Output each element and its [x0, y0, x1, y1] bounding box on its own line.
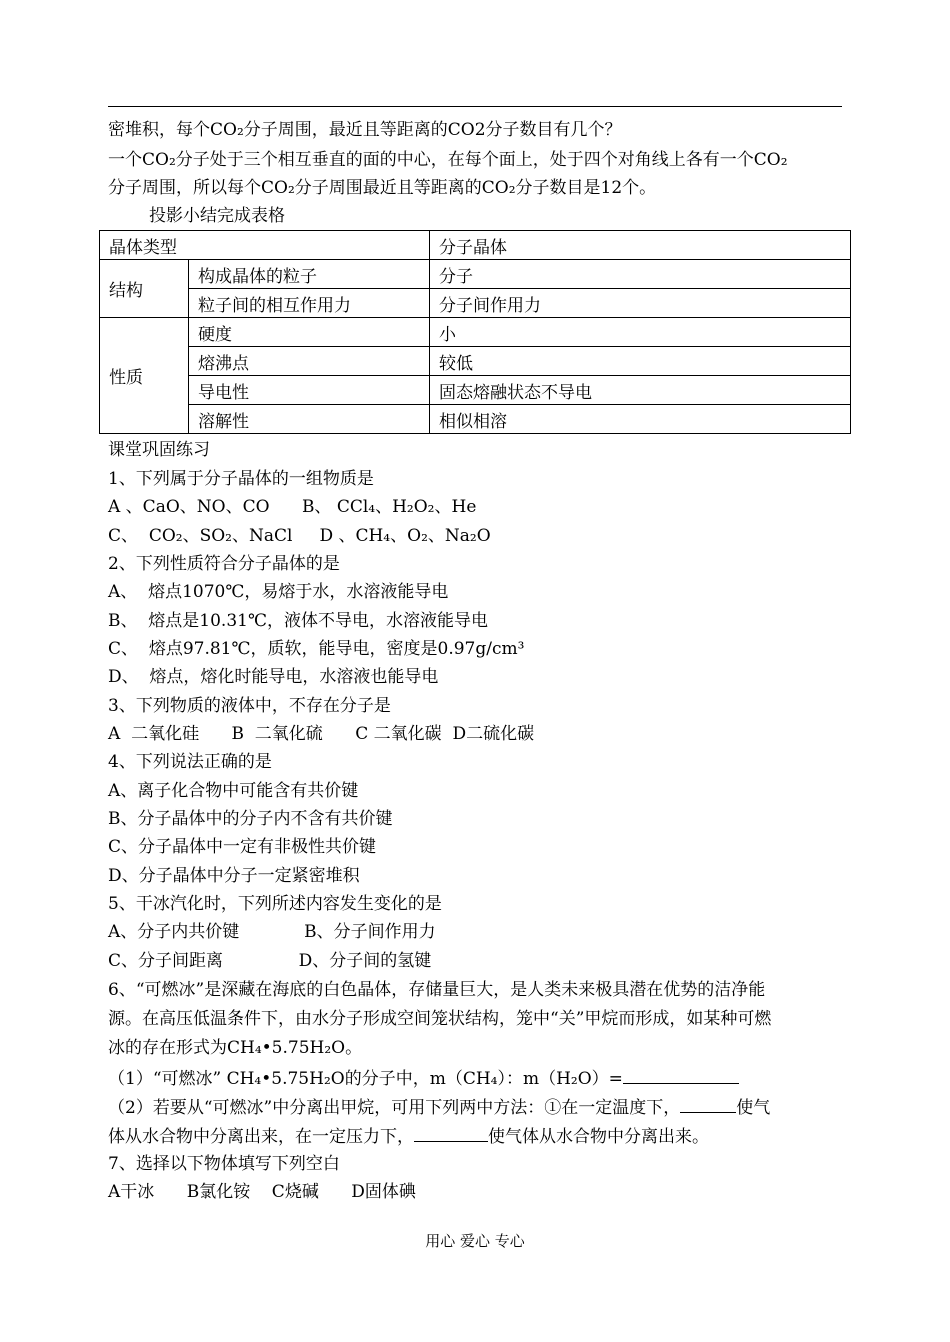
question-6-part-1-text: （1）“可燃冰” CH₄•5.75H₂O的分子中，m（CH₄）：m（H₂O）= [108, 1069, 623, 1089]
question-2-option-d: D、 熔点，熔化时能导电，水溶液也能导电 [108, 667, 439, 687]
question-6-part-3-tail: 使气体从水合物中分离出来。 [488, 1127, 709, 1147]
question-5: 5、干冰汽化时，下列所述内容发生变化的是 [108, 894, 442, 914]
answer-blank-pressure[interactable] [414, 1125, 488, 1142]
row-value: 分子 [430, 260, 851, 289]
row-label: 硬度 [189, 318, 430, 347]
header-rule [108, 106, 842, 107]
page-footer: 用心 爱心 专心 [425, 1232, 525, 1250]
question-6-part-3-text: 体从水合物中分离出来，在一定压力下， [108, 1127, 414, 1147]
question-6-part-2-text: （2）若要从“可燃冰”中分离出甲烷，可用下列两中方法：①在一定温度下， [108, 1098, 681, 1118]
table-header-row [100, 231, 851, 260]
header-molecular-crystal: 分子晶体 [430, 231, 851, 260]
question-4: 4、下列说法正确的是 [108, 752, 272, 772]
intro-answer-line-1: 一个CO₂分子处于三个相互垂直的面的中心，在每个面上，处于四个对角线上各有一个CO₂ [108, 150, 788, 170]
table-row [100, 376, 851, 405]
intro-question: 密堆积，每个CO₂分子周围，最近且等距离的CO2分子数目有几个？ [108, 120, 622, 140]
question-2: 2、下列性质符合分子晶体的是 [108, 554, 340, 574]
question-4-option-c: C、分子晶体中一定有非极性共价键 [108, 837, 377, 857]
row-value: 分子间作用力 [430, 289, 851, 318]
row-value: 较低 [430, 347, 851, 376]
question-5-options-ab: A、分子内共价键 B、分子间作用力 [108, 922, 436, 942]
question-6-part-3 [108, 1125, 709, 1147]
question-6-line-1: 6、“可燃冰”是深藏在海底的白色晶体，存储量巨大，是人类未来极具潜在优势的洁净能 [108, 980, 766, 1000]
row-label: 熔沸点 [189, 347, 430, 376]
question-6-part-2-tail: 使气 [736, 1098, 771, 1118]
summary-caption: 投影小结完成表格 [149, 206, 285, 226]
row-value: 相似相溶 [430, 405, 851, 434]
question-1: 1、下列属于分子晶体的一组物质是 [108, 469, 374, 489]
question-7-options: A干冰 B氯化铵 C烧碱 D固体碘 [108, 1182, 416, 1202]
table-row [100, 260, 851, 289]
question-3: 3、下列物质的液体中，不存在分子是 [108, 696, 391, 716]
question-4-option-b: B、分子晶体中的分子内不含有共价键 [108, 809, 393, 829]
question-4-option-a: A、离子化合物中可能含有共价键 [108, 781, 359, 801]
question-7: 7、选择以下物体填写下列空白 [108, 1154, 340, 1174]
intro-answer-line-2: 分子周围，所以每个CO₂分子周围最近且等距离的CO₂分子数目是12个。 [108, 178, 657, 198]
group-structure: 结构 [100, 260, 189, 318]
question-1-options-cd: C、 CO₂、SO₂、NaCl D 、CH₄、O₂、Na₂O [108, 526, 491, 546]
question-2-option-b: B、 熔点是10.31℃，液体不导电，水溶液能导电 [108, 611, 488, 631]
group-property: 性质 [100, 318, 189, 434]
question-6-line-3: 冰的存在形式为CH₄•5.75H₂O。 [108, 1038, 363, 1058]
row-value: 小 [430, 318, 851, 347]
question-3-options: A 二氧化硅 B 二氧化硫 C 二氧化碳 D二硫化碳 [108, 724, 535, 744]
table-row [100, 318, 851, 347]
table-row [100, 347, 851, 376]
header-crystal-type: 晶体类型 [100, 231, 430, 260]
question-6-part-2 [108, 1096, 770, 1118]
question-6-part-1 [108, 1067, 739, 1089]
row-label: 构成晶体的粒子 [189, 260, 430, 289]
row-value: 固态熔融状态不导电 [430, 376, 851, 405]
table-row [100, 405, 851, 434]
table-row [100, 289, 851, 318]
exercise-heading: 课堂巩固练习 [108, 440, 210, 460]
crystal-summary-table [99, 230, 851, 434]
question-2-option-a: A、 熔点1070℃，易熔于水，水溶液能导电 [108, 582, 449, 602]
question-6-line-2: 源。在高压低温条件下，由水分子形成空间笼状结构，笼中“关”甲烷而形成，如某种可燃 [108, 1009, 772, 1029]
row-label: 粒子间的相互作用力 [189, 289, 430, 318]
row-label: 溶解性 [189, 405, 430, 434]
row-label: 导电性 [189, 376, 430, 405]
question-5-options-cd: C、分子间距离 D、分子间的氢键 [108, 951, 432, 971]
question-1-options-ab: A 、CaO、NO、CO B、 CCl₄、H₂O₂、He [108, 497, 477, 517]
question-4-option-d: D、分子晶体中分子一定紧密堆积 [108, 866, 360, 886]
answer-blank-ratio[interactable] [623, 1067, 739, 1084]
question-2-option-c: C、 熔点97.81℃，质软，能导电，密度是0.97g/cm³ [108, 639, 525, 659]
answer-blank-temperature[interactable] [680, 1096, 736, 1113]
